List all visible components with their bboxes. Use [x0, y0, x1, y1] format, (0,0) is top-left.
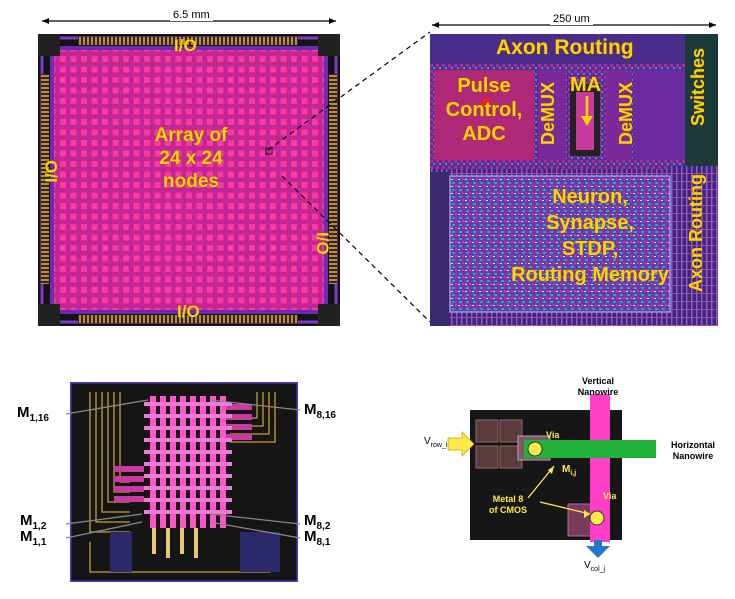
- via-top-label: Via: [546, 430, 560, 440]
- pulse-control-line3: ADC: [462, 123, 506, 145]
- horizontal-nanowire-line2: Nanowire: [672, 451, 714, 461]
- neuron-line2: Synapse,: [546, 212, 634, 234]
- array-label-line2: 24 x 24: [159, 148, 223, 169]
- axon-routing-side-label: Axon Routing: [686, 174, 706, 292]
- v-row-base: V: [424, 436, 431, 447]
- v-row-arrow-icon: [448, 432, 474, 456]
- array-label-line3: nodes: [163, 171, 219, 192]
- label-m-8-16-sub: 8,16: [316, 410, 336, 421]
- v-col-arrow-icon: [586, 540, 610, 558]
- chip-dimension-label: 6.5 mm: [170, 9, 213, 21]
- horizontal-nanowire-label: [660, 440, 726, 462]
- vertical-nanowire-label: [568, 376, 628, 398]
- label-m-1-16-sub: 1,16: [29, 413, 49, 424]
- v-row-label: [424, 436, 447, 449]
- v-col-base: V: [584, 560, 591, 571]
- nanowire-graphic: [440, 380, 700, 580]
- label-m-1-1: [20, 528, 46, 548]
- ma-label: MA: [570, 74, 602, 96]
- v-row-sub: row_i: [430, 442, 448, 449]
- neuron-line1: Neuron,: [552, 186, 628, 208]
- io-label-left: I/O: [42, 160, 61, 183]
- m-ij-label: [562, 464, 576, 477]
- label-m-1-1-base: M: [20, 528, 33, 545]
- horizontal-nanowire-line1: Horizontal: [671, 440, 715, 450]
- axon-routing-top-label: Axon Routing: [496, 36, 634, 59]
- switches-label: Switches: [688, 48, 708, 127]
- vertical-nanowire-line1: Vertical: [581, 376, 615, 386]
- pulse-control-line1: Pulse: [457, 75, 511, 97]
- horizontal-nanowire: [524, 440, 656, 458]
- m-ij-sub: i,j: [570, 470, 577, 477]
- label-m-1-2-base: M: [20, 512, 33, 529]
- metal8-line2: of CMOS: [489, 505, 527, 515]
- m-ij-base: M: [562, 464, 571, 475]
- metal8-label: [478, 494, 538, 516]
- label-m-8-1: [304, 528, 330, 548]
- zoom-dimension-label: 250 um: [550, 13, 593, 25]
- label-m-1-16-base: M: [17, 404, 30, 421]
- io-label-top: I/O: [174, 36, 197, 55]
- neuron-line4: Routing Memory: [511, 264, 669, 286]
- label-m-8-2-base: M: [304, 512, 317, 529]
- label-m-1-1-sub: 1,1: [32, 537, 47, 548]
- label-m-1-16: [17, 404, 49, 424]
- io-label-right: I/O: [313, 232, 332, 255]
- via-bottom-label: Via: [603, 491, 617, 501]
- label-m-8-1-base: M: [304, 528, 317, 545]
- label-m-1-2-sub: 1,2: [32, 521, 47, 532]
- v-col-sub: col_j: [590, 566, 606, 573]
- v-col-label: [584, 560, 605, 573]
- label-m-8-1-sub: 8,1: [316, 537, 331, 548]
- label-m-8-2-sub: 8,2: [316, 521, 331, 532]
- via-bottom-icon: [590, 511, 604, 525]
- via-top-icon: [528, 442, 542, 456]
- demux-right-label: DeMUX: [616, 82, 636, 146]
- pulse-control-line2: Control,: [445, 99, 523, 121]
- demux-left-label: DeMUX: [538, 82, 558, 146]
- io-label-bottom: I/O: [177, 302, 200, 321]
- metal8-line1: Metal 8: [492, 494, 524, 504]
- neuron-line3: STDP,: [561, 238, 619, 260]
- label-m-8-16-base: M: [304, 401, 317, 418]
- vertical-nanowire-line2: Nanowire: [577, 387, 619, 397]
- label-m-8-16: [304, 401, 336, 421]
- array-label-line1: Array of: [154, 125, 228, 146]
